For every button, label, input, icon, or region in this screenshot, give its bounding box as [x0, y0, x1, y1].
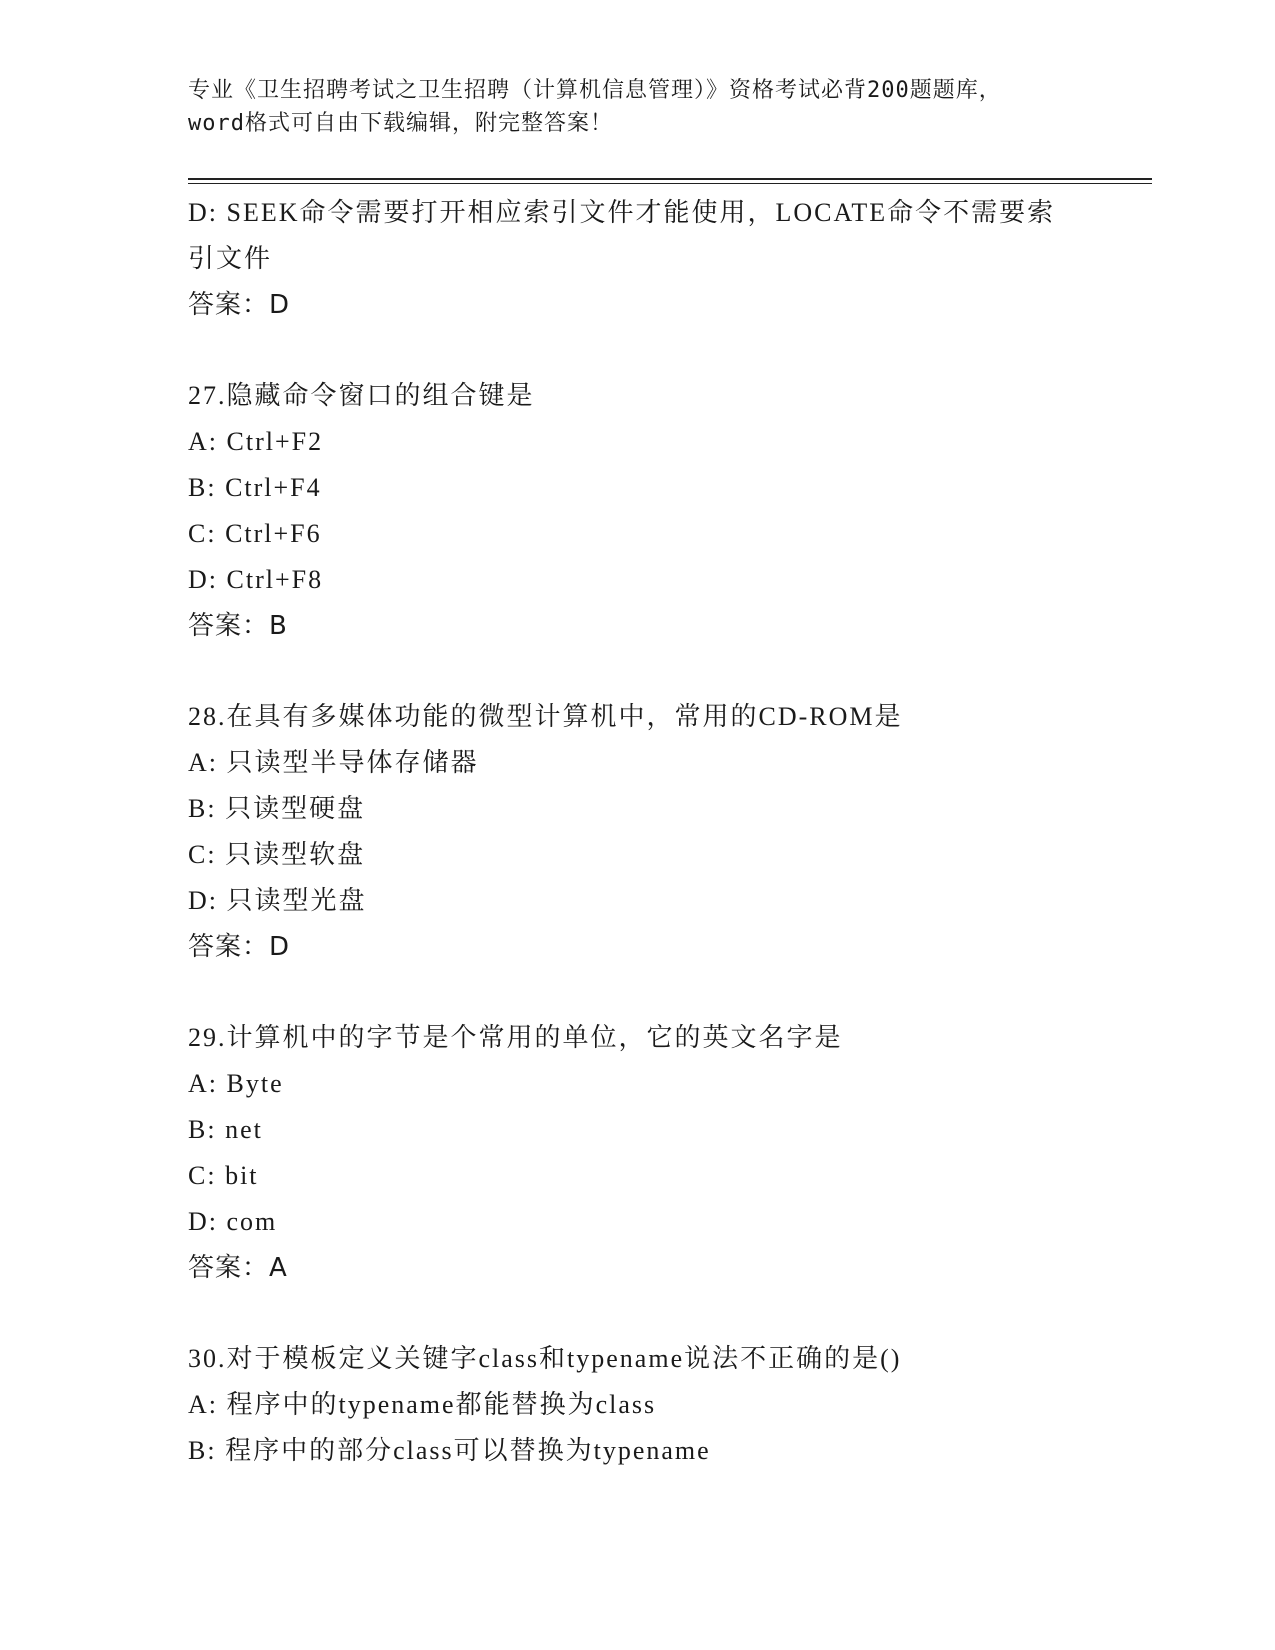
- option-b: B: net: [188, 1115, 263, 1144]
- header-title-line-2: word格式可自由下载编辑，附完整答案！: [188, 111, 613, 136]
- question-28: [188, 694, 1088, 970]
- document-header: [188, 74, 1088, 140]
- answer-label: 答案：D: [188, 290, 291, 320]
- option-c: C: Ctrl+F6: [188, 519, 322, 548]
- option-b: B: 只读型硬盘: [188, 794, 366, 823]
- header-divider-thick: [188, 178, 1152, 180]
- question-30: [188, 1336, 1088, 1474]
- answer-label: 答案：D: [188, 932, 291, 962]
- question-stem: 30.对于模板定义关键字class和typename说法不正确的是(): [188, 1344, 902, 1373]
- option-a: A: 程序中的typename都能替换为class: [188, 1390, 657, 1419]
- option-d-continued: 引文件: [188, 244, 273, 273]
- option-b: B: 程序中的部分class可以替换为typename: [188, 1436, 711, 1465]
- question-stem: 28.在具有多媒体功能的微型计算机中，常用的CD-ROM是: [188, 702, 903, 731]
- question-29: [188, 1015, 1088, 1291]
- option-c: C: bit: [188, 1161, 259, 1190]
- option-a: A: Byte: [188, 1069, 284, 1098]
- option-d: D: SEEK命令需要打开相应索引文件才能使用，LOCATE命令不需要索: [188, 198, 1056, 227]
- question-27: [188, 373, 1088, 649]
- option-b: B: Ctrl+F4: [188, 473, 322, 502]
- question-list: [188, 190, 1088, 1474]
- option-a: A: Ctrl+F2: [188, 427, 324, 456]
- question-stem: 29.计算机中的字节是个常用的单位，它的英文名字是: [188, 1023, 843, 1052]
- header-title-line-1: 专业《卫生招聘考试之卫生招聘（计算机信息管理）》资格考试必背200题题库，: [188, 78, 1002, 103]
- option-d: D: com: [188, 1207, 278, 1236]
- question-stem: 27.隐藏命令窗口的组合键是: [188, 381, 535, 410]
- answer-label: 答案：B: [188, 611, 288, 641]
- answer-label: 答案：A: [188, 1253, 288, 1283]
- option-d: D: 只读型光盘: [188, 886, 367, 915]
- option-d: D: Ctrl+F8: [188, 565, 324, 594]
- option-c: C: 只读型软盘: [188, 840, 366, 869]
- header-divider-thin: [188, 183, 1152, 184]
- option-a: A: 只读型半导体存储器: [188, 748, 479, 777]
